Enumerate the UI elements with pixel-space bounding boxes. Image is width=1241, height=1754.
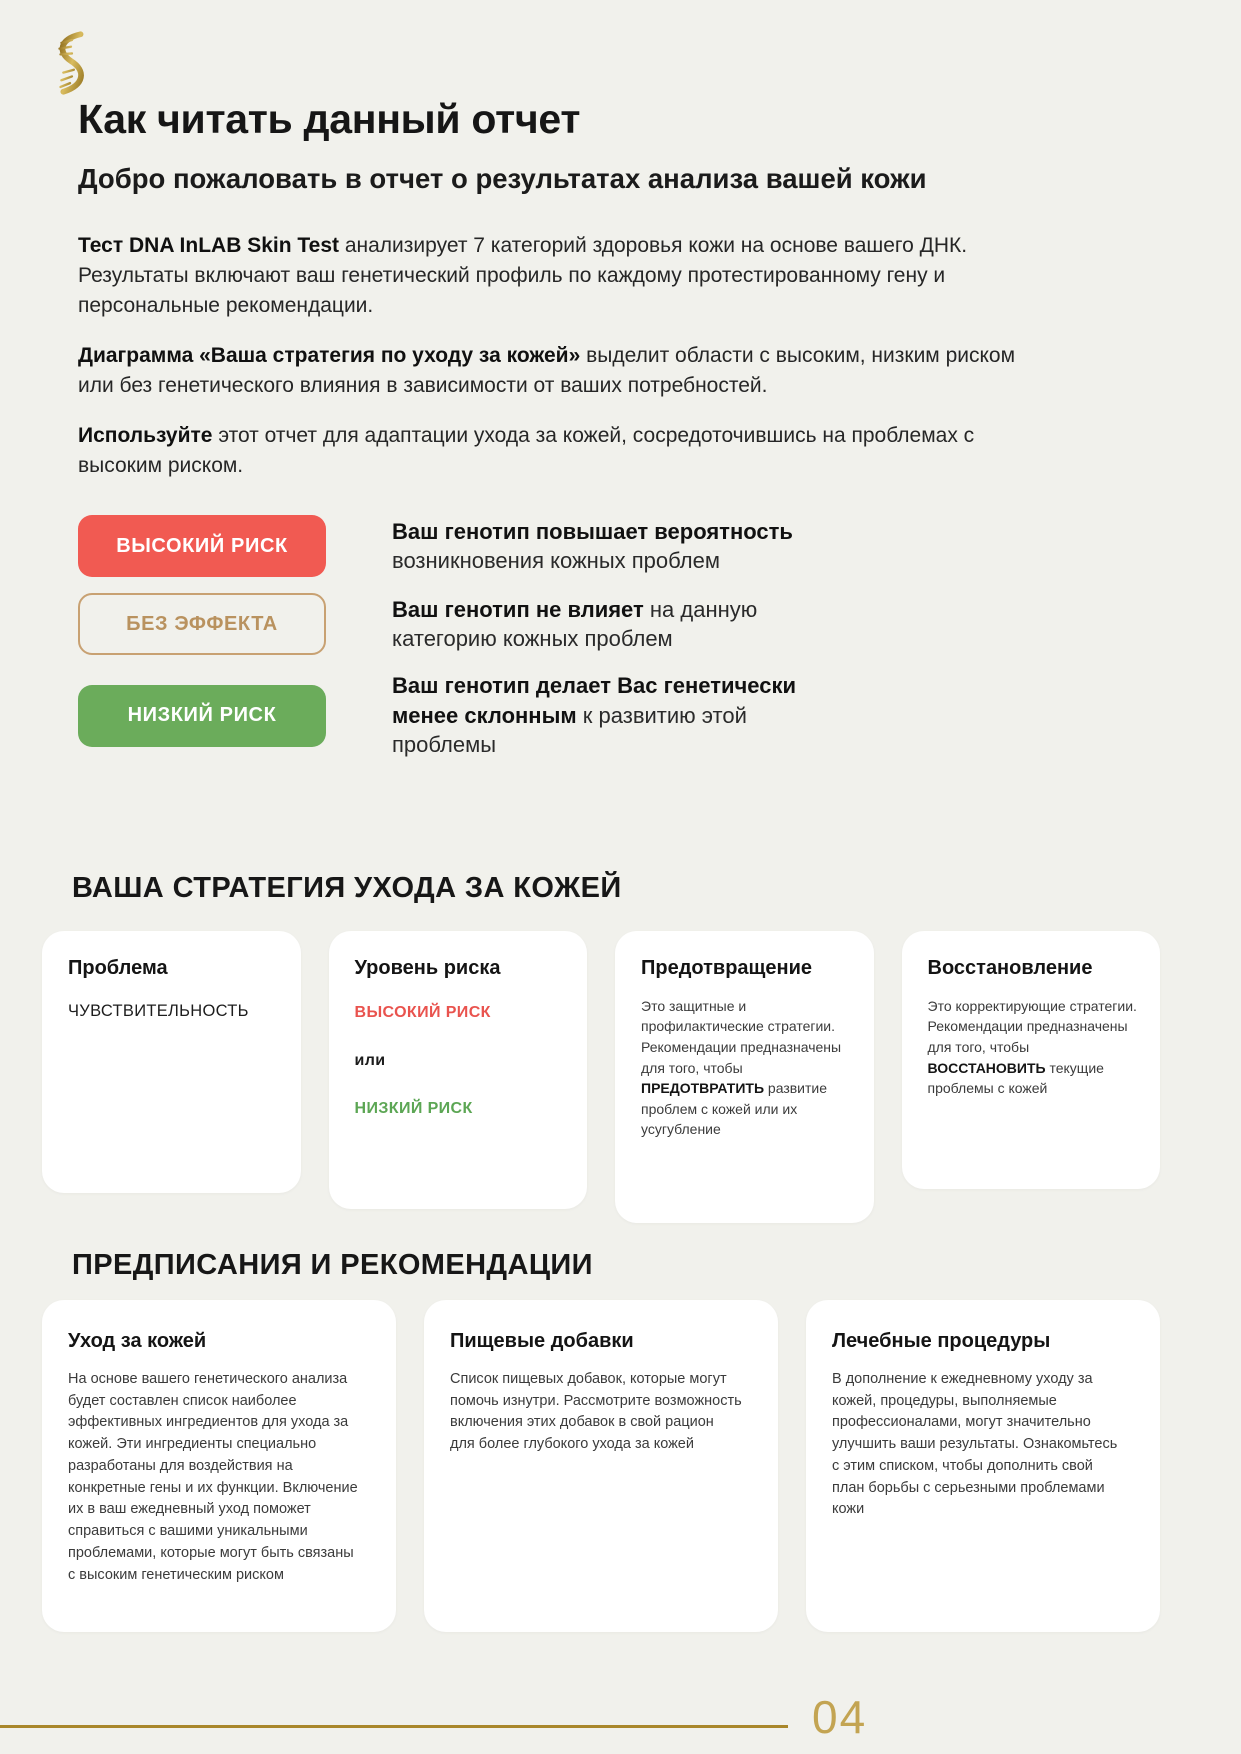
card-title: Пищевые добавки	[450, 1329, 634, 1352]
paragraph-text: этот отчет для адаптации ухода за кожей, сосредоточившись на проблемах с высоким риском.	[78, 424, 975, 478]
body-bold: ПРЕДОТВРАТИТЬ	[641, 1080, 765, 1097]
recommendation-cards	[42, 1300, 1160, 1632]
strategy-section-heading: ВАША СТРАТЕГИЯ УХОДА ЗА КОЖЕЙ	[72, 871, 622, 904]
intro-paragraph-use	[78, 421, 1053, 481]
card-title: Уход за кожей	[68, 1329, 207, 1352]
card-title: Уровень риска	[354, 956, 501, 979]
recommendation-card-skincare	[42, 1300, 396, 1632]
risk-legend	[78, 515, 1058, 759]
low-risk-label: НИЗКИЙ РИСК	[354, 1099, 473, 1117]
recommendations-section	[0, 1249, 1241, 1632]
paragraph-lead: Диаграмма «Ваша стратегия по уходу за кожей»	[78, 344, 581, 368]
or-label: или	[354, 1051, 386, 1069]
strategy-card-risk-level	[329, 931, 588, 1209]
card-title: Восстановление	[927, 956, 1093, 979]
no-effect-description	[392, 595, 812, 654]
paragraph-text: выделит области с высоким, низким риском или без генетического влияния в зависимости от ваших потребностей.	[78, 344, 1016, 398]
brand-logo	[48, 30, 94, 101]
footer-gold-divider	[0, 1725, 788, 1728]
no-effect-badge: БЕЗ ЭФФЕКТА	[78, 593, 326, 655]
page-number: 04	[812, 1691, 868, 1743]
strategy-card-restoration	[902, 931, 1161, 1189]
description-bold: Ваш генотип не влияет	[392, 596, 644, 622]
card-body: В дополнение к ежедневному уходу за кожей, процедуры, выполняемые профессионалами, могут значительно улучшить ваши результаты. Ознакомьтесь с этим списком, чтобы дополнить свой план борьбы с серьезными проблемами кожи	[832, 1370, 1118, 1518]
paragraph-text: анализирует 7 категорий здоровья кожи на основе вашего ДНК. Результаты включают ваш генетический профиль по каждому протестированному гену и персональные рекомендации.	[78, 234, 968, 318]
legend-row-low-risk	[78, 671, 1058, 759]
paragraph-lead: Используйте	[78, 424, 213, 448]
strategy-card-prevention	[615, 931, 874, 1223]
body-bold: ВОССТАНОВИТЬ	[927, 1059, 1046, 1076]
page-subtitle: Добро пожаловать в отчет о результатах анализа вашей кожи	[78, 163, 927, 194]
description-rest: к развитию этой проблемы	[392, 702, 747, 758]
high-risk-label: ВЫСОКИЙ РИСК	[354, 1003, 491, 1021]
description-rest: возникновения кожных проблем	[392, 548, 720, 574]
problem-value: ЧУВСТВИТЕЛЬНОСТЬ	[68, 1001, 249, 1020]
paragraph-lead: Тест DNA InLAB Skin Test	[78, 234, 339, 258]
intro-paragraph-test	[78, 231, 1053, 321]
card-title: Проблема	[68, 956, 168, 979]
legend-row-high-risk	[78, 515, 1058, 577]
intro-section	[0, 0, 1241, 760]
card-body: Список пищевых добавок, которые могут помочь изнутри. Рассмотрите возможность включения этих добавок в свой рацион для более глубокого ухода за кожей	[450, 1370, 742, 1453]
page-title: Как читать данный отчет	[78, 96, 581, 142]
recommendation-card-treatments	[806, 1300, 1160, 1632]
card-body	[928, 996, 1139, 1099]
card-body: На основе вашего генетического анализа будет составлен список наиболее эффективных ингредиентов для ухода за кожей. Эти ингредиенты специально разработаны для воздействия на конкретные гены и их функции. Включение их в ваш ежедневный уход поможет справиться с вашими уникальными проблемами, которые могут быть связаны с высоким генетическим риском	[68, 1370, 358, 1583]
recommendations-section-heading: ПРЕДПИСАНИЯ И РЕКОМЕНДАЦИИ	[72, 1248, 593, 1281]
card-body	[641, 996, 852, 1140]
description-bold: Ваш генотип делает Вас генетически менее склонным	[392, 673, 796, 728]
description-rest: на данную категорию кожных проблем	[392, 596, 758, 652]
gold-dna-helix-icon	[48, 30, 94, 96]
strategy-cards	[42, 931, 1160, 1223]
body-text: Это защитные и профилактические стратегии. Рекомендации предназначены для того, чтобы	[641, 997, 842, 1076]
recommendation-card-supplements	[424, 1300, 778, 1632]
high-risk-badge: ВЫСОКИЙ РИСК	[78, 515, 326, 577]
low-risk-description	[392, 671, 832, 759]
legend-row-no-effect	[78, 593, 1058, 655]
strategy-card-problem	[42, 931, 301, 1193]
body-text: Это корректирующие стратегии. Рекомендации предназначены для того, чтобы	[927, 997, 1137, 1055]
description-bold: Ваш генотип повышает вероятность	[392, 518, 793, 544]
card-title: Лечебные процедуры	[832, 1329, 1051, 1352]
body-text: развитие проблем с кожей или их усугубление	[641, 1080, 828, 1138]
low-risk-badge: НИЗКИЙ РИСК	[78, 685, 326, 747]
card-title: Предотвращение	[641, 956, 813, 979]
body-text: текущие проблемы с кожей	[927, 1059, 1104, 1097]
intro-paragraph-diagram	[78, 341, 1053, 401]
strategy-section	[0, 872, 1241, 1223]
high-risk-description	[392, 517, 844, 576]
